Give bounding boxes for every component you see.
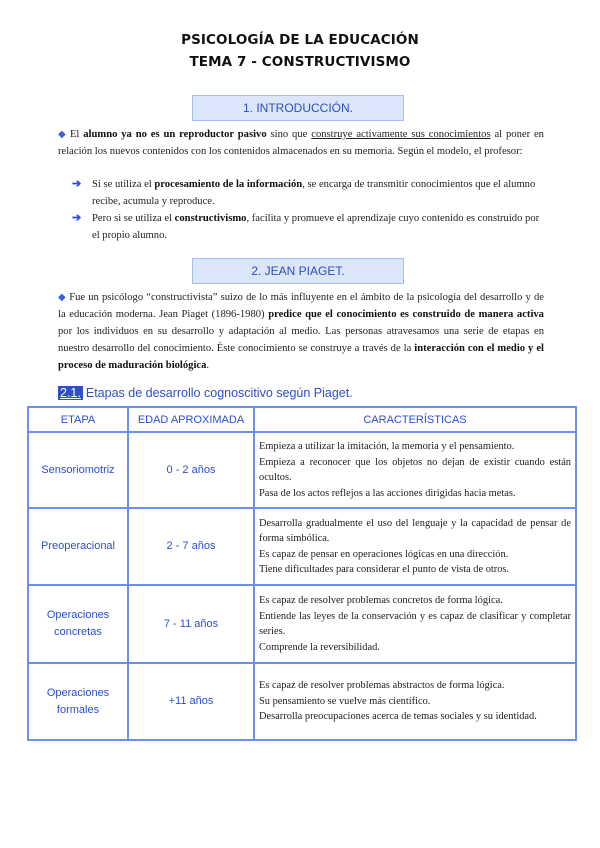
table-row: [28, 663, 576, 740]
stage-cell: Operaciones concretas: [28, 585, 128, 663]
table-row: [28, 508, 576, 585]
table-header-row: [28, 407, 576, 432]
arrow-right-icon: ➔: [72, 212, 82, 224]
header-stage: ETAPA: [28, 407, 128, 432]
characteristics-cell: Es capaz de resolver problemas abstractos de forma lógica. Su pensamiento se vuelve más científico. Desarrolla preocupaciones acerca de temas sociales y su identidad.: [254, 663, 576, 740]
list-item: ➔ Pero si se utiliza el constructivismo, facilita y promueve el aprendizaje cuyo contenido es construido por el propio alumno.: [72, 212, 540, 241]
header-characteristics: CARACTERÍSTICAS: [254, 407, 576, 432]
subsection-title: Etapas de desarrollo cognoscitivo según Piaget.: [85, 386, 353, 400]
age-cell: 7 - 11 años: [128, 585, 254, 663]
age-cell: 0 - 2 años: [128, 432, 254, 508]
intro-paragraph: ◆ El alumno ya no es un reproductor pasivo sino que construye activamente sus conocimientos al poner en relación los nuevos contenidos con los contenidos almacenados en su memoria. Según el modelo, el profesor:: [58, 129, 544, 157]
stage-cell: Operaciones formales: [28, 663, 128, 740]
subsection-heading: [58, 386, 353, 400]
stage-cell: Sensoriomotriz: [28, 432, 128, 508]
characteristics-cell: Empieza a utilizar la imitación, la memoria y el pensamiento. Empieza a reconocer que los objetos no dejan de existir cuando están ocultos. Pasa de los actos reflejos a las acciones dirigidas hacia metas.: [254, 432, 576, 508]
section-heading-piaget: 2. JEAN PIAGET.: [192, 258, 404, 284]
characteristics-cell: Es capaz de resolver problemas concretos de forma lógica. Entiende las leyes de la conservación y es capaz de clasificar y completar series. Comprende la reversibilidad.: [254, 585, 576, 663]
section-heading-introduction: 1. INTRODUCCIÓN.: [192, 95, 404, 121]
table-row: [28, 585, 576, 663]
intro-bold: alumno ya no es un reproductor pasivo: [83, 129, 267, 140]
piaget-paragraph: ◆ Fue un psicólogo “constructivista” suizo de lo más influyente en el ámbito de la psicología del desarrollo y de la educación moderna. Jean Piaget (1896-1980) predice que el conocimiento es construido de manera activa por los individuos en su desarrollo y adaptación al medio. Las personas atravesamos una serie de etapas en nuestro desarrollo del conocimiento. Éste conocimiento se construye a través de la interacción con el medio y el proceso de maduración biológica.: [58, 292, 544, 371]
header-age: EDAD APROXIMADA: [128, 407, 254, 432]
age-cell: +11 años: [128, 663, 254, 740]
diamond-bullet-icon: ◆: [58, 292, 67, 303]
document-subtitle: TEMA 7 - CONSTRUCTIVISMO: [189, 54, 411, 70]
diamond-bullet-icon: ◆: [58, 129, 67, 140]
document-title: PSICOLOGÍA DE LA EDUCACIÓN: [181, 32, 419, 48]
table-row: [28, 432, 576, 508]
stage-cell: Preoperacional: [28, 508, 128, 585]
characteristics-cell: Desarrolla gradualmente el uso del lenguaje y la capacidad de pensar de forma simbólica. Es capaz de pensar en operaciones lógicas en una dirección. Tiene dificultades para considerar el punto de vista de otros.: [254, 508, 576, 585]
subsection-number: 2.1.: [60, 386, 81, 400]
age-cell: 2 - 7 años: [128, 508, 254, 585]
intro-underline: construye activamente sus conocimientos: [311, 129, 491, 140]
stages-table: [27, 406, 577, 741]
arrow-right-icon: ➔: [72, 178, 82, 190]
list-item: ➔ Si se utiliza el procesamiento de la información, se encarga de transmitir conocimientos que el alumno recibe, acumula y reproduce.: [72, 178, 536, 207]
